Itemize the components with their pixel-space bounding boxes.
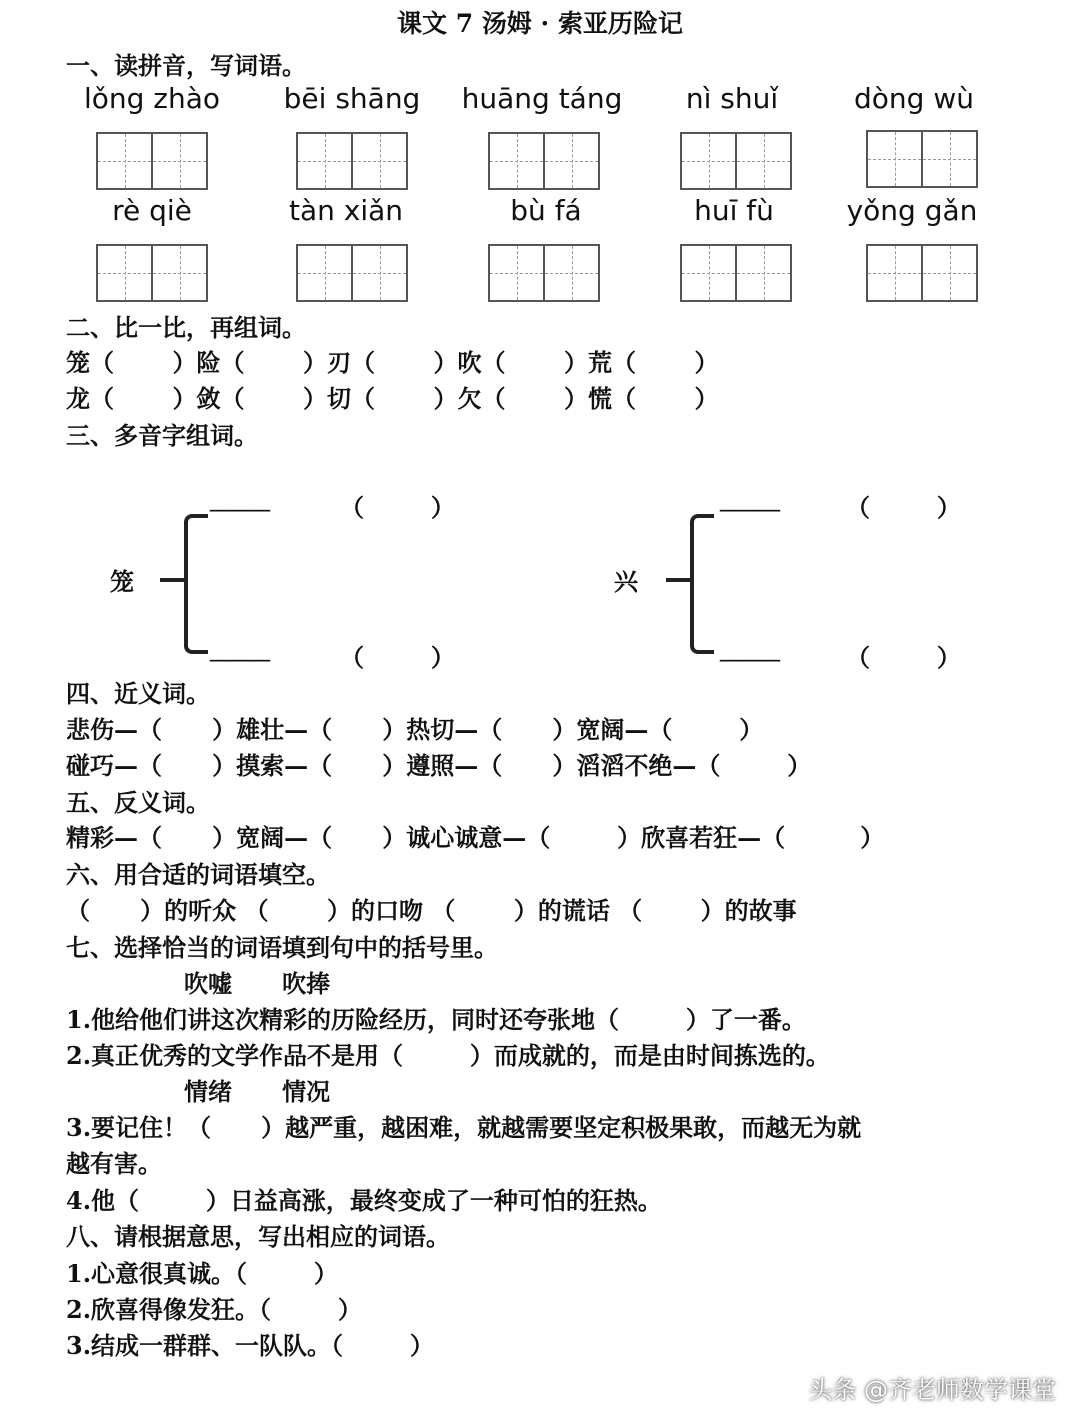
pinyin-2-3: bù fá: [510, 194, 582, 227]
question-8-3: 3.结成一群群、一队队。（ ）: [66, 1331, 434, 1360]
pinyin-1-3: huāng táng: [461, 82, 623, 115]
section-8-heading: 八、请根据意思，写出相应的词语。: [66, 1222, 450, 1251]
compare-line-1: 笼（ ）险（ ）刃（ ）吹（ ）荒（ ）: [66, 348, 719, 377]
word-choices-1: 吹嘘 吹捧: [184, 969, 331, 998]
writing-box[interactable]: [296, 132, 408, 190]
writing-box[interactable]: [680, 244, 792, 302]
pinyin-1-4: nì shuǐ: [685, 82, 779, 115]
question-7-4: 4.他（ ）日益高涨，最终变成了一种可怕的狂热。: [66, 1186, 662, 1215]
compare-line-2: 龙（ ）敛（ ）切（ ）欠（ ）慌（ ）: [66, 384, 719, 413]
section-5-heading: 五、反义词。: [66, 788, 210, 817]
page-title: 课文 7 汤姆 · 索亚历险记: [397, 9, 683, 38]
pinyin-blank[interactable]: _____: [210, 634, 270, 662]
pinyin-2-4: huī fù: [694, 194, 774, 227]
question-8-2: 2.欣喜得像发狂。（ ）: [66, 1295, 362, 1324]
pinyin-blank[interactable]: _____: [720, 484, 780, 512]
answer-paren[interactable]: （ ）: [340, 643, 455, 672]
writing-box[interactable]: [866, 130, 978, 188]
word-choices-2: 情绪 情况: [184, 1077, 331, 1106]
brace-stem: [160, 578, 186, 582]
question-7-1: 1.他给他们讲这次精彩的历险经历，同时还夸张地（ ）了一番。: [66, 1005, 806, 1034]
brace-stem: [666, 578, 692, 582]
question-7-2: 2.真正优秀的文学作品不是用（ ）而成就的，而是由时间拣选的。: [66, 1041, 830, 1070]
writing-box[interactable]: [96, 244, 208, 302]
writing-box[interactable]: [488, 244, 600, 302]
synonym-line-2: 碰巧—（ ）摸索—（ ）遵照—（ ）滔滔不绝—（ ）: [66, 751, 812, 780]
polyphone-char-1: 笼: [110, 567, 134, 596]
section-6-heading: 六、用合适的词语填空。: [66, 860, 330, 889]
pinyin-1-5: dòng wù: [854, 82, 974, 115]
pinyin-2-1: rè qiè: [112, 194, 192, 227]
answer-paren[interactable]: （ ）: [846, 643, 961, 672]
brace-left: [184, 514, 208, 654]
pinyin-blank[interactable]: _____: [720, 634, 780, 662]
polyphone-char-2: 兴: [614, 567, 638, 596]
writing-box[interactable]: [680, 132, 792, 190]
section-7-heading: 七、选择恰当的词语填到句中的括号里。: [66, 933, 498, 962]
pinyin-2-2: tàn xiǎn: [288, 194, 404, 227]
brace-right: [690, 514, 714, 654]
antonym-line-1: 精彩—（ ）宽阔—（ ）诚心诚意—（ ）欣喜若狂—（ ）: [66, 823, 885, 852]
answer-paren[interactable]: （ ）: [846, 493, 961, 522]
pinyin-1-1: lǒng zhào: [83, 82, 221, 115]
question-7-3-cont: 越有害。: [66, 1149, 162, 1178]
question-8-1: 1.心意很真诚。（ ）: [66, 1259, 338, 1288]
writing-box[interactable]: [96, 132, 208, 190]
synonym-line-1: 悲伤—（ ）雄壮—（ ）热切—（ ）宽阔—（ ）: [66, 715, 764, 744]
watermark: 头条 @齐老师数学课堂: [808, 1376, 1056, 1404]
section-2-heading: 二、比一比，再组词。: [66, 313, 306, 342]
section-4-heading: 四、近义词。: [66, 679, 210, 708]
answer-paren[interactable]: （ ）: [340, 493, 455, 522]
fill-line-1: （ ）的听众 （ ）的口吻 （ ）的谎话 （ ）的故事: [66, 896, 797, 925]
pinyin-2-5: yǒng gǎn: [846, 194, 978, 227]
writing-box[interactable]: [488, 132, 600, 190]
pinyin-blank[interactable]: _____: [210, 484, 270, 512]
section-1-heading: 一、读拼音，写词语。: [66, 51, 306, 80]
pinyin-1-2: bēi shāng: [283, 82, 421, 115]
writing-box[interactable]: [866, 244, 978, 302]
writing-box[interactable]: [296, 244, 408, 302]
section-3-heading: 三、多音字组词。: [66, 421, 258, 450]
question-7-3: 3.要记住！（ ）越严重，越困难，就越需要坚定积极果敢，而越无为就: [66, 1113, 862, 1142]
